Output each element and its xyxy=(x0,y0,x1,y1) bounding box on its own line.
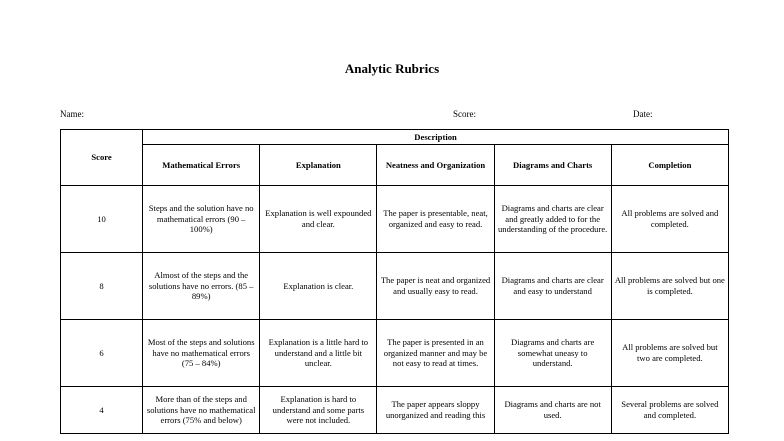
table-cell: Diagrams and charts are not used. xyxy=(494,387,611,434)
table-cell: Explanation is clear. xyxy=(260,253,377,320)
table-cell: All problems are solved and completed. xyxy=(611,186,728,253)
score-cell: 8 xyxy=(61,253,143,320)
score-cell: 6 xyxy=(61,320,143,387)
table-cell: All problems are solved but two are completed. xyxy=(611,320,728,387)
date-label: Date: xyxy=(633,109,653,119)
table-cell: More than of the steps and solutions have no mathematical errors (75% and below) xyxy=(143,387,260,434)
table-cell: Diagrams and charts are clear and greatly added to for the understanding of the procedure. xyxy=(494,186,611,253)
table-row xyxy=(61,387,729,434)
column-header: Mathematical Errors xyxy=(143,145,260,186)
table-cell: Diagrams and charts are somewhat uneasy to understand. xyxy=(494,320,611,387)
table-cell: All problems are solved but one is completed. xyxy=(611,253,728,320)
rubric-table xyxy=(60,129,729,434)
table-cell: Steps and the solution have no mathematical errors (90 – 100%) xyxy=(143,186,260,253)
table-cell: Almost of the steps and the solutions have no errors. (85 – 89%) xyxy=(143,253,260,320)
name-label: Name: xyxy=(60,109,84,119)
score-cell: 10 xyxy=(61,186,143,253)
column-header: Explanation xyxy=(260,145,377,186)
table-cell: Explanation is a little hard to understand and a little bit unclear. xyxy=(260,320,377,387)
score-cell: 4 xyxy=(61,387,143,434)
description-header: Description xyxy=(143,130,729,145)
table-row xyxy=(61,253,729,320)
page-title: Analytic Rubrics xyxy=(344,61,440,76)
column-header: Diagrams and Charts xyxy=(494,145,611,186)
table-cell: Diagrams and charts are clear and easy to understand xyxy=(494,253,611,320)
table-cell: The paper appears sloppy unorganized and reading this xyxy=(377,387,494,434)
table-cell: Most of the steps and solutions have no mathematical errors (75 – 84%) xyxy=(143,320,260,387)
score-label: Score: xyxy=(453,109,476,119)
table-cell: The paper is presentable, neat, organized and easy to read. xyxy=(377,186,494,253)
table-cell: Several problems are solved and completed. xyxy=(611,387,728,434)
table-cell: Explanation is well expounded and clear. xyxy=(260,186,377,253)
table-cell: Explanation is hard to understand and some parts were not included. xyxy=(260,387,377,434)
table-row xyxy=(61,320,729,387)
table-cell: The paper is neat and organized and usually easy to read. xyxy=(377,253,494,320)
table-cell: The paper is presented in an organized manner and may be not easy to read at times. xyxy=(377,320,494,387)
table-row xyxy=(61,186,729,253)
score-column-header: Score xyxy=(61,130,143,186)
column-header: Completion xyxy=(611,145,728,186)
column-header: Neatness and Organization xyxy=(377,145,494,186)
